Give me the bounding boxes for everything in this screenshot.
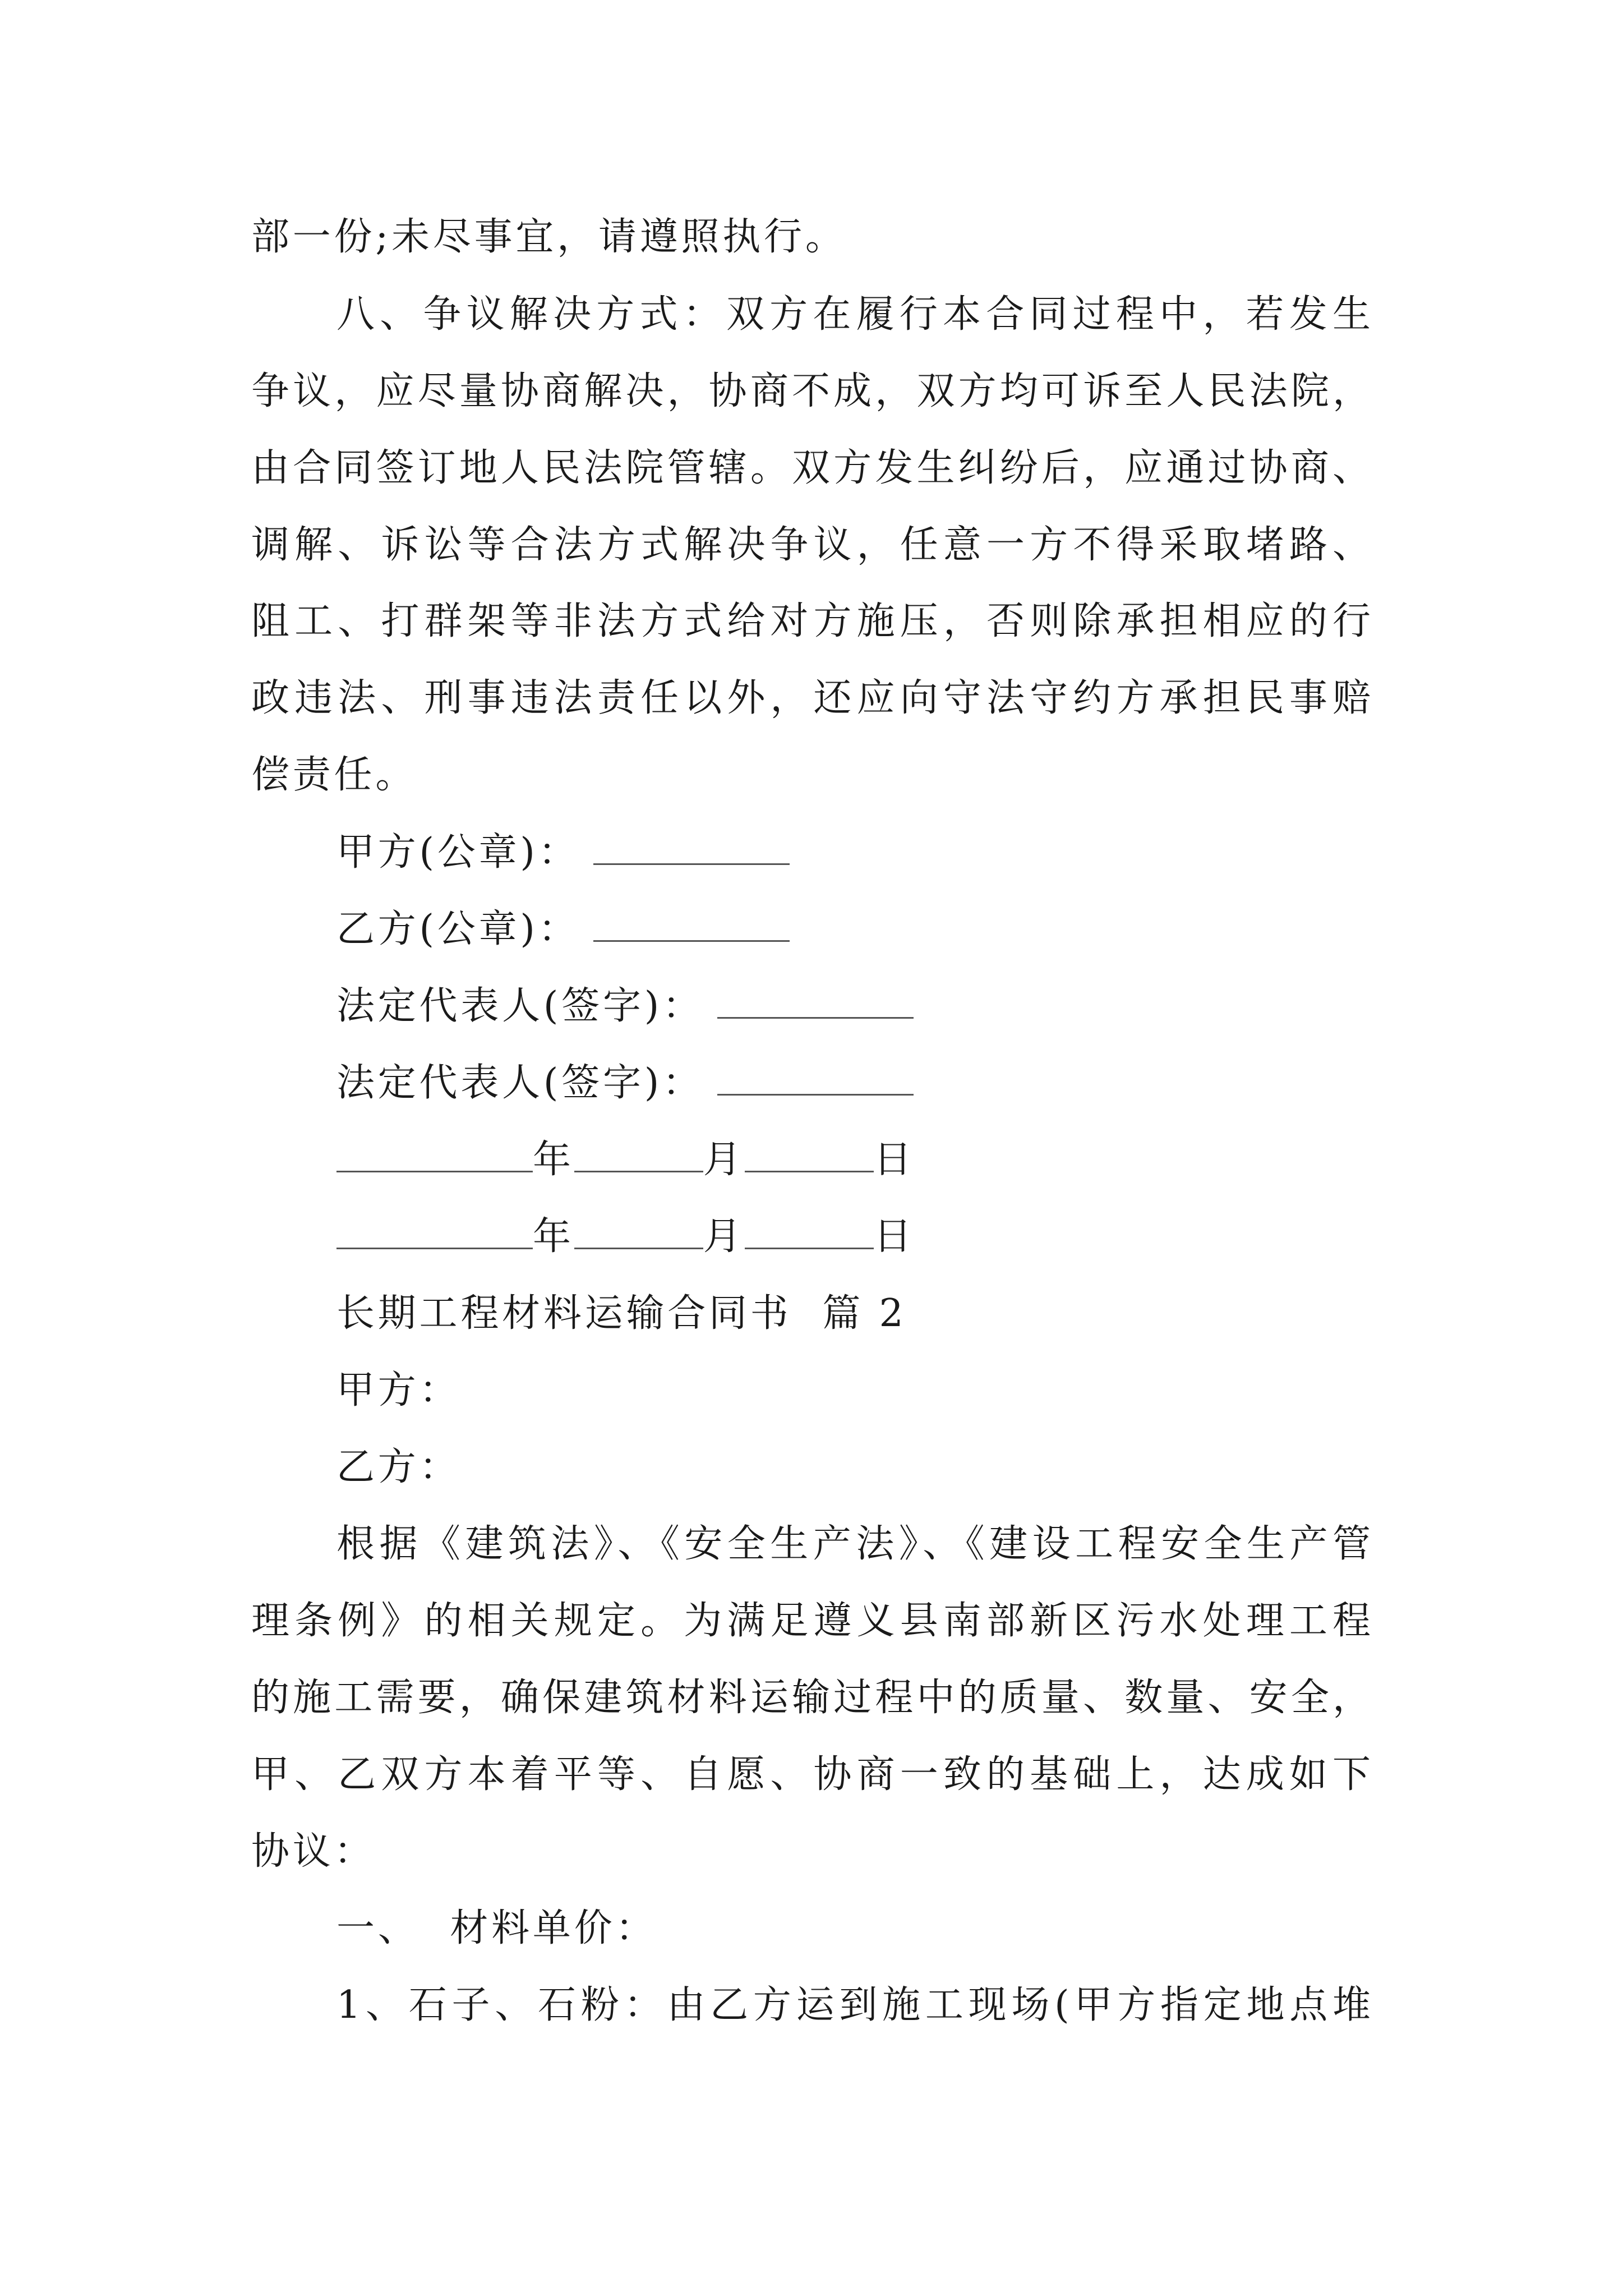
intro-line: 的施工需要，确保建筑材料运输过程中的质量、数量、安全，: [251, 1676, 1371, 1720]
item-heading: 一、 材料单价：: [336, 1906, 657, 1950]
clause-8-line: 调解、诉讼等合法方式解决争议，任意一方不得采取堵路、: [251, 523, 1371, 567]
party-a-seal-line: [336, 830, 790, 875]
section-2-title: 长期工程材料运输合同书 篇 2: [336, 1291, 907, 1336]
clause-8-line: 由合同签订地人民法院管辖。双方发生纠纷后，应通过协商、: [251, 446, 1371, 490]
party-b-seal-blank: [593, 908, 790, 942]
legal-rep-1-blank: [717, 984, 914, 1019]
date-line-1: [336, 1138, 915, 1182]
year-blank: [336, 1215, 533, 1249]
legal-rep-2-line: [336, 1061, 914, 1106]
clause-8-line: 偿责任。: [251, 753, 417, 797]
year-label: 年: [533, 1138, 574, 1182]
clause-8-line: 八、争议解决方式：双方在履行本合同过程中，若发生: [336, 292, 1371, 337]
intro-line: 理条例》的相关规定。为满足遵义县南部新区污水处理工程: [251, 1599, 1371, 1643]
legal-rep-2-blank: [717, 1061, 914, 1096]
legal-rep-2-label: 法定代表人(签字)：: [336, 1061, 704, 1105]
party-b-seal-line: [336, 907, 790, 952]
year-blank: [336, 1138, 533, 1172]
party-a-seal-label: 甲方(公章)：: [336, 830, 580, 875]
clause-8-line: 政违法、刑事违法责任以外，还应向守法守约方承担民事赔: [251, 676, 1371, 720]
intro-line: 协议：: [251, 1829, 376, 1874]
day-blank: [745, 1138, 874, 1172]
intro-line: 甲、乙双方本着平等、自愿、协商一致的基础上，达成如下: [251, 1752, 1371, 1797]
intro-line: 根据《建筑法》、《安全生产法》、《建设工程安全生产管: [336, 1522, 1371, 1566]
clause-8-line: 阻工、打群架等非法方式给对方施压，否则除承担相应的行: [251, 599, 1371, 643]
item-1-line: 1、石子、石粉：由乙方运到施工现场(甲方指定地点堆: [336, 1983, 1371, 2027]
date-line-2: [336, 1214, 915, 1259]
day-blank: [745, 1215, 874, 1249]
month-blank: [574, 1138, 703, 1172]
section-2-party-b: 乙方：: [336, 1445, 461, 1489]
party-b-seal-label: 乙方(公章)：: [336, 907, 580, 951]
month-blank: [574, 1215, 703, 1249]
month-label: 月: [703, 1138, 745, 1182]
clause-8-line: 争议，应尽量协商解决，协商不成，双方均可诉至人民法院，: [251, 369, 1371, 413]
day-label: 日: [873, 1138, 915, 1182]
paragraph-line: 部一份;未尽事宜，请遵照执行。: [251, 215, 847, 259]
day-label: 日: [873, 1214, 915, 1259]
section-2-party-a: 甲方：: [336, 1368, 461, 1412]
legal-rep-1-label: 法定代表人(签字)：: [336, 984, 704, 1028]
month-label: 月: [703, 1214, 745, 1259]
year-label: 年: [533, 1214, 574, 1259]
party-a-seal-blank: [593, 831, 790, 865]
legal-rep-1-line: [336, 984, 914, 1029]
